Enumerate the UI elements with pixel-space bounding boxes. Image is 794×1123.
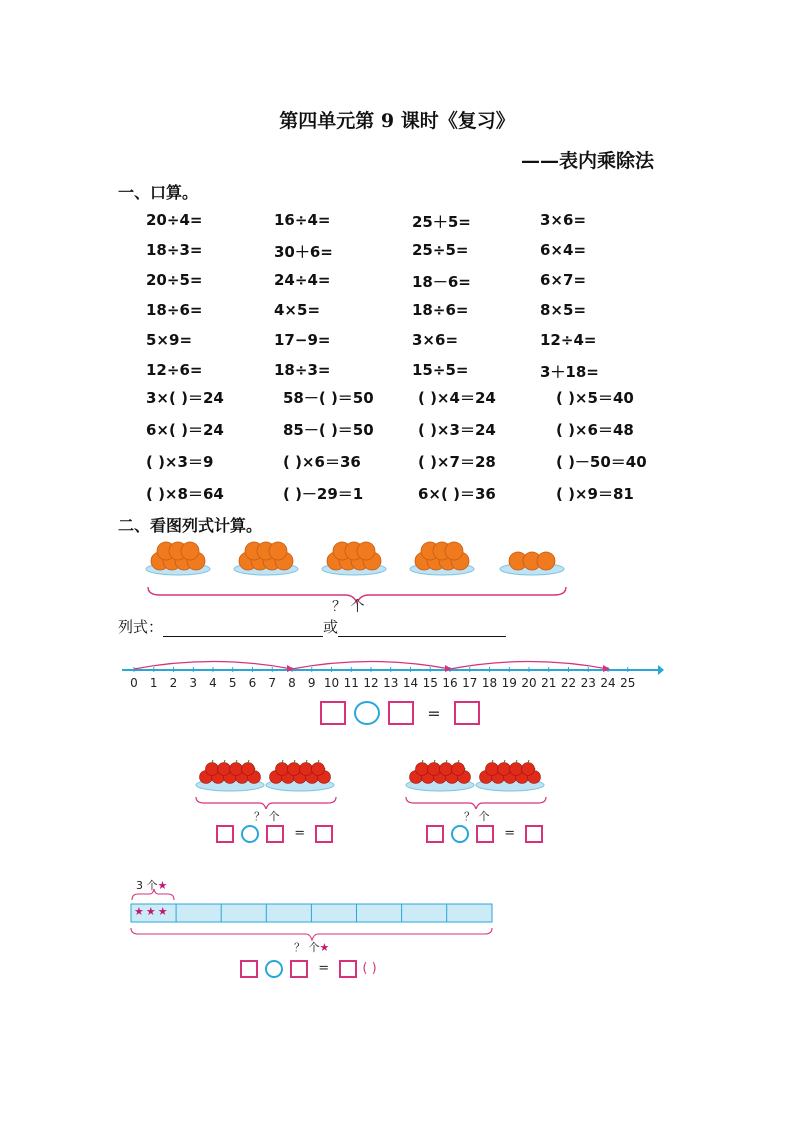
problem: 3×6= — [412, 331, 459, 349]
problem: 58－( )＝50 — [283, 389, 374, 407]
problem: 25÷5= — [412, 241, 469, 259]
tape-stars: ★★★ — [134, 905, 170, 918]
answer-box[interactable] — [426, 825, 444, 843]
apple — [510, 763, 523, 776]
tick-label: 21 — [541, 676, 557, 690]
tick-label: 24 — [600, 676, 616, 690]
equals-sign: = — [294, 826, 306, 841]
equals-sign: = — [427, 703, 441, 723]
apples-left-equation — [216, 823, 333, 843]
equals-sign: = — [318, 961, 330, 976]
tick-label: 22 — [560, 676, 577, 690]
problem: 24÷4= — [274, 271, 331, 289]
tick-label: 25 — [620, 676, 636, 690]
stars-top-label: 3 个★ — [136, 879, 168, 892]
apple — [312, 763, 325, 776]
orange — [181, 542, 199, 560]
tick-label: 10 — [323, 676, 340, 690]
tick-label: 6 — [248, 676, 257, 690]
answer-box[interactable] — [388, 701, 414, 725]
problem: ( )－50＝40 — [556, 453, 647, 471]
apple — [486, 763, 499, 776]
answer-box[interactable] — [320, 701, 346, 725]
apple — [522, 763, 535, 776]
apple — [288, 763, 301, 776]
problem: 25＋5= — [412, 213, 471, 231]
problem: 6×4= — [540, 241, 587, 259]
orange-plate — [322, 542, 386, 575]
apples-right-equation — [426, 823, 543, 843]
operator-circle[interactable] — [354, 701, 380, 725]
oranges-question: ？ 个 — [332, 599, 365, 615]
problem: ( )×6＝48 — [556, 421, 634, 439]
apple — [498, 763, 511, 776]
problem: 6×( )＝36 — [418, 485, 496, 503]
answer-box[interactable] — [315, 825, 333, 843]
problem: 30＋6= — [274, 243, 333, 261]
apple — [276, 763, 289, 776]
orange-plate — [410, 542, 474, 575]
page-subtitle: ——表内乘除法 — [520, 150, 654, 172]
answer-box[interactable] — [216, 825, 234, 843]
apple — [230, 763, 243, 776]
answer-box[interactable] — [476, 825, 494, 843]
problem: ( )×3＝9 — [146, 453, 214, 471]
tick-label: 4 — [209, 676, 217, 690]
tick-label: 20 — [521, 676, 537, 690]
problem: 15÷5= — [412, 361, 469, 379]
number-line-equation — [320, 701, 480, 725]
apples-figure-left — [190, 755, 342, 809]
problem: 20÷5= — [146, 271, 203, 289]
apple — [416, 763, 429, 776]
section1-heading: 一、口算。 — [118, 183, 199, 202]
tick-label: 7 — [268, 676, 277, 690]
problem: 16÷4= — [274, 211, 331, 229]
answer-box[interactable] — [240, 960, 258, 978]
apples-right-question: ？ 个 — [464, 810, 490, 823]
problem: ( )×3＝24 — [418, 421, 496, 439]
tick-label: 2 — [169, 676, 178, 690]
answer-box[interactable] — [339, 960, 357, 978]
problem: 3×( )＝24 — [146, 389, 224, 407]
apple — [206, 763, 219, 776]
problem: ( )×6＝36 — [283, 453, 361, 471]
problem: ( )×8＝64 — [146, 485, 224, 503]
apple — [300, 763, 313, 776]
formula-label: 列式： — [118, 618, 164, 636]
problem: 17−9= — [274, 331, 331, 349]
stars-equation — [240, 958, 377, 978]
answer-box[interactable] — [266, 825, 284, 843]
operator-circle[interactable] — [241, 825, 259, 843]
problem: 3＋18= — [540, 363, 599, 381]
tick-label: 18 — [481, 676, 498, 690]
operator-circle[interactable] — [265, 960, 283, 978]
or-label: 或 — [323, 618, 339, 636]
number-line — [118, 648, 664, 692]
tick-label: 17 — [462, 676, 478, 690]
tick-label: 16 — [442, 676, 458, 690]
orange — [445, 542, 463, 560]
problem: 4×5= — [274, 301, 321, 319]
apple — [218, 763, 231, 776]
oranges-figure — [140, 535, 580, 605]
apple — [428, 763, 441, 776]
problem: 18÷6= — [146, 301, 203, 319]
problem: 18÷3= — [274, 361, 331, 379]
tick-label: 0 — [130, 676, 138, 690]
tick-label: 1 — [149, 676, 158, 690]
page-title: 第四单元第 9 课时《复习》 — [279, 110, 515, 132]
apple — [242, 763, 255, 776]
apple — [440, 763, 453, 776]
tick-label: 11 — [343, 676, 359, 690]
orange-plate — [500, 552, 564, 575]
tick-label: 9 — [307, 676, 316, 690]
tick-label: 5 — [228, 676, 237, 690]
tick-label: 13 — [383, 676, 399, 690]
problem: 5×9= — [146, 331, 193, 349]
orange-plate — [234, 542, 298, 575]
problem: ( )×9＝81 — [556, 485, 634, 503]
equals-sign: = — [504, 826, 516, 841]
oranges-formula-line — [118, 616, 506, 637]
tick-label: 19 — [501, 676, 517, 690]
problem: 18－6= — [412, 273, 471, 291]
orange — [357, 542, 375, 560]
problem: 6×( )＝24 — [146, 421, 224, 439]
apples-figure-right — [400, 755, 552, 809]
orange-plate — [146, 542, 210, 575]
tick-label: 8 — [288, 676, 296, 690]
formula-blank-1[interactable] — [163, 620, 323, 637]
problem: 6×7= — [540, 271, 587, 289]
orange — [537, 552, 555, 570]
tick-label: 15 — [422, 676, 438, 690]
problem: ( )×4＝24 — [418, 389, 496, 407]
problem: 20÷4= — [146, 211, 203, 229]
problem: 8×5= — [540, 301, 587, 319]
problem: 18÷3= — [146, 241, 203, 259]
formula-blank-2[interactable] — [338, 620, 506, 637]
section2-heading: 二、看图列式计算。 — [118, 516, 263, 535]
answer-box[interactable] — [454, 701, 480, 725]
apple — [452, 763, 465, 776]
orange — [269, 542, 287, 560]
answer-box[interactable] — [290, 960, 308, 978]
problem: 3×6= — [540, 211, 587, 229]
stars-tape — [128, 888, 498, 946]
stars-bottom-label: ？ 个★ — [294, 941, 330, 954]
problem: 85－( )＝50 — [283, 421, 374, 439]
tick-label: 3 — [189, 676, 198, 690]
problem: ( )×5＝40 — [556, 389, 634, 407]
problem: 12÷4= — [540, 331, 597, 349]
problem: ( )×7＝28 — [418, 453, 496, 471]
tick-label: 14 — [402, 676, 419, 690]
tick-label: 12 — [363, 676, 379, 690]
unit-paren: ( ) — [362, 961, 377, 976]
problem: 18÷6= — [412, 301, 469, 319]
answer-box[interactable] — [525, 825, 543, 843]
apples-left-question: ？ 个 — [254, 810, 280, 823]
operator-circle[interactable] — [451, 825, 469, 843]
problem: 12÷6= — [146, 361, 203, 379]
problem: ( )－29＝1 — [283, 485, 364, 503]
tick-label: 23 — [580, 676, 596, 690]
